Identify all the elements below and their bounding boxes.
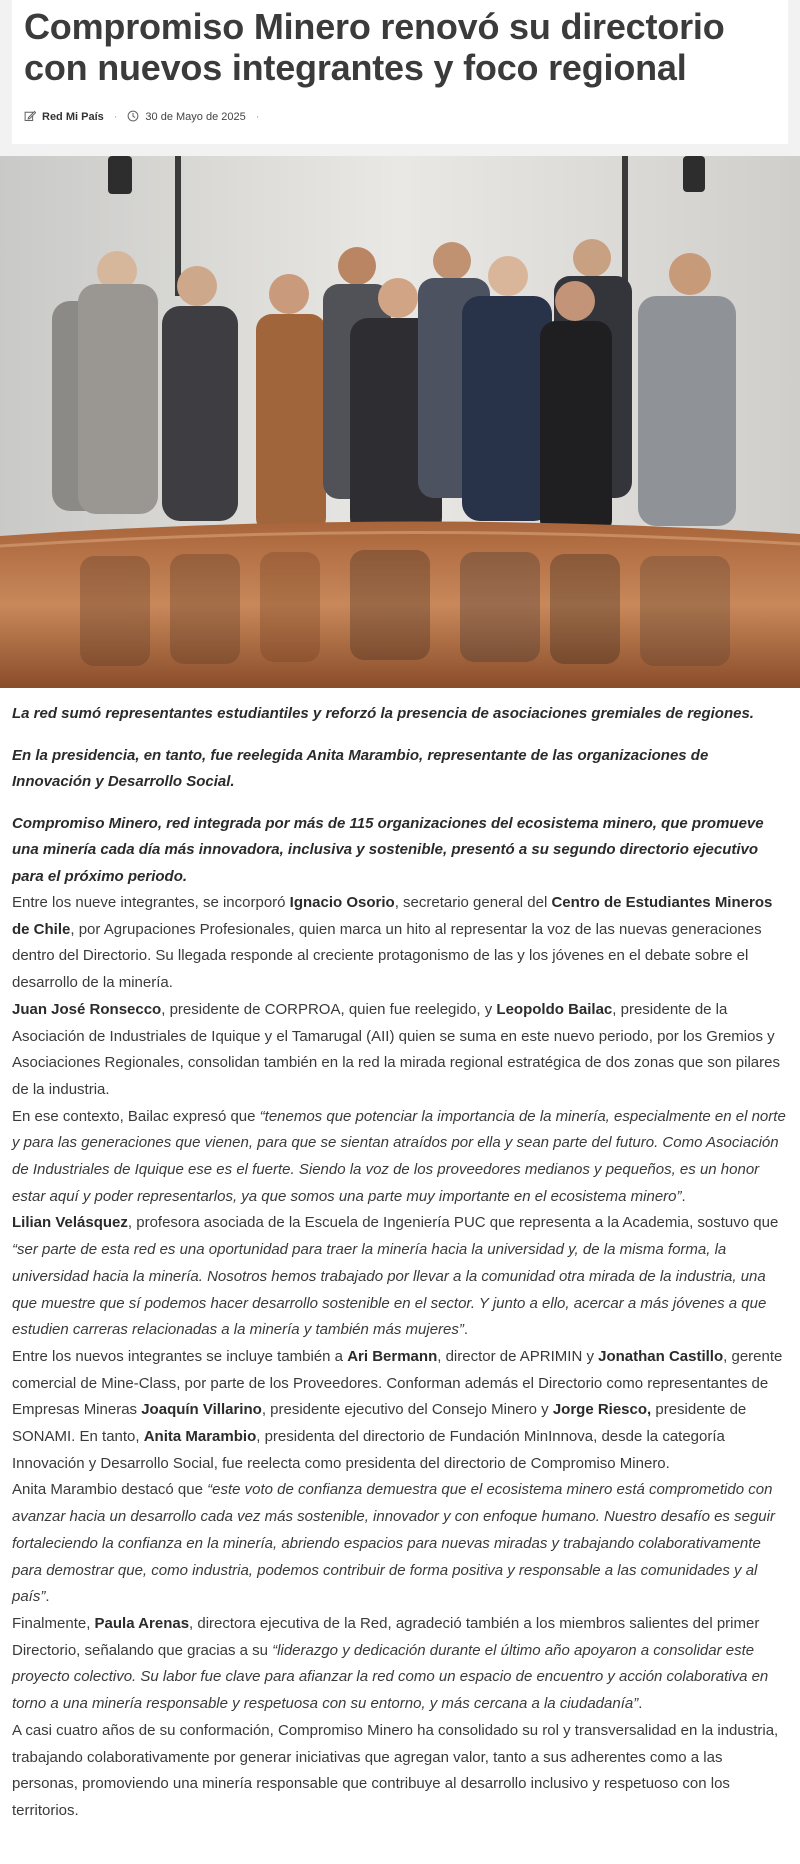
article-body — [0, 688, 800, 1864]
quote: “tenemos que potenciar la importancia de la minería, especialmente en el norte y para las generaciones que vienen, para que se sientan atraídos por ella y sean parte del futuro. Como Asociación de Industriales de Iquique ese es el fuerte. Siendo la voz de los proveedores medianos y pequeños, es un honor estar aquí y poder representarlos, ya que somos una parte muy importante en el ecosistema minero” — [12, 1107, 786, 1205]
author-link[interactable]: Red Mi País — [42, 110, 104, 123]
lead-paragraph-1: La red sumó representantes estudiantiles y reforzó la presencia de asociaciones gremiales de regiones. — [12, 705, 754, 722]
lead-paragraph-2: En la presidencia, en tanto, fue reelegida Anita Marambio, representante de las organizaciones de Innovación y Desarrollo Social. — [12, 746, 709, 790]
person-name: Ari Bermann — [347, 1347, 438, 1365]
paragraph-1: Entre los nueve integrantes, se incorporó Ignacio Osorio, secretario general del Centro de Estudiantes Mineros de Chile, por Agrupaciones Profesionales, quien marca un hito al representar la voz de las nuevas generaciones dentro del Directorio. Su llegada responde al creciente protagonismo de las y los jóvenes en el debate sobre el desarrollo de la minería. — [12, 894, 773, 992]
clock-icon — [127, 110, 139, 123]
article-meta — [24, 110, 776, 123]
paragraph-4: Lilian Velásquez, profesora asociada de la Escuela de Ingeniería PUC que representa a la Academia, sostuvo que “ser parte de esta red es una oportunidad para traer la minería hacia la universidad y, de la misma forma, la universidad hacia la minería. Nosotros hemos trabajado por llevar a la comunidad otra mirada de la industria, una que muestre que sí podemos hacer desarrollo sostenible en el sector. Y junto a ello, acercar a más jóvenes a que estudien carreras relacionadas a la minería y también más mujeres”. — [12, 1214, 779, 1339]
person-name: Ignacio Osorio — [289, 894, 395, 911]
person-name: Paula Arenas — [94, 1614, 190, 1632]
meta-separator: · — [113, 110, 118, 123]
edit-icon — [24, 110, 36, 123]
org-name: Centro de Estudiantes Mineros de Chile — [12, 894, 773, 938]
paragraph-2: Juan José Ronsecco, presidente de CORPROA, quien fue reelegido, y Leopoldo Bailac, presidente de la Asociación de Industriales de Iquique y el Tamarugal (AII) quien se suma en este nuevo periodo, por los Gremios y Asociaciones Regionales, consolidan también en la red la mirada regional estratégica de dos zonas que son pilares de la industria. — [12, 1000, 780, 1098]
person-name: Jonathan Castillo — [598, 1347, 724, 1365]
paragraph-3: En ese contexto, Bailac expresó que “tenemos que potenciar la importancia de la minería, especialmente en el norte y para las generaciones que vienen, para que se sientan atraídos por ella y sean parte del futuro. Como Asociación de Industriales de Iquique ese es el fuerte. Siendo la voz de los proveedores medianos y pequeños, es un honor estar aquí y poder representarlos, ya que somos una parte muy importante en el ecosistema minero”. — [12, 1107, 786, 1205]
person-name: Anita Marambio — [143, 1428, 257, 1446]
person-name: Leopoldo Bailac — [496, 1000, 613, 1018]
quote: “ser parte de esta red es una oportunidad para traer la minería hacia la universidad y, de la misma forma, la universidad hacia la minería. Nosotros hemos trabajado por llevar a la comunidad otra mirada de la industria, una que muestre que sí podemos hacer desarrollo sostenible en el sector. Y junto a ello, acercar a más jóvenes a que estudien carreras relacionadas a la minería y también más mujeres” — [12, 1241, 767, 1339]
article-photo — [0, 156, 800, 688]
quote: “este voto de confianza demuestra que el ecosistema minero está comprometido con avanzar hacia un desarrollo cada vez más sostenible, innovador y con enfoque humano. Nuestro desafío es seguir fortaleciendo la confianza en la minería, abriendo espacios para nuevas miradas y trabajando colaborativamente para demostrar que, como industria, podemos contribuir de forma positiva y responsable a las comunidades y al país” — [12, 1481, 775, 1606]
meta-separator-end: · — [255, 110, 260, 123]
article-header — [12, 0, 788, 144]
paragraph-8: A casi cuatro años de su conformación, Compromiso Minero ha consolidado su rol y transversalidad en la industria, trabajando colaborativamente por generar iniciativas que agregan valor, tanto a sus adherentes como a las personas, promoviendo una minería responsable que contribuye al desarrollo inclusivo y respetuoso con los territorios. — [12, 1721, 779, 1819]
quote: “liderazgo y dedicación durante el último año apoyaron a consolidar este proyecto colectivo. Su labor fue clave para afianzar la red como un espacio de encuentro y acción colaborativa en torno a una minería responsable y respetuosa con su entorno, y más cercana a la ciudadanía” — [12, 1641, 769, 1713]
paragraph-7: Finalmente, Paula Arenas, directora ejecutiva de la Red, agradeció también a los miembros salientes del primer Directorio, señalando que gracias a su “liderazgo y dedicación durante el último año apoyaron a consolidar este proyecto colectivo. Su labor fue clave para afianzar la red como un espacio de encuentro y acción colaborativa en torno a una minería responsable y respetuosa con su entorno, y más cercana a la ciudadanía”. — [12, 1614, 769, 1713]
publish-date: 30 de Mayo de 2025 — [145, 110, 246, 123]
person-name: Jorge Riesco, — [552, 1401, 652, 1419]
article-title: Compromiso Minero renovó su directorio con nuevos integrantes y foco regional — [24, 6, 725, 88]
person-name: Joaquín Villarino — [141, 1401, 262, 1419]
person-name: Juan José Ronsecco — [12, 1000, 162, 1018]
lead-paragraph-3: Compromiso Minero, red integrada por más de 115 organizaciones del ecosistema minero, que promueve una minería cada día más innovadora, inclusiva y sostenible, presentó a su segundo directorio ejecutivo para el próximo periodo. — [12, 814, 764, 885]
paragraph-6: Anita Marambio destacó que “este voto de confianza demuestra que el ecosistema minero está comprometido con avanzar hacia un desarrollo cada vez más sostenible, innovador y con enfoque humano. Nuestro desafío es seguir fortaleciendo la confianza en la minería, abriendo espacios para nuevas miradas y trabajando colaborativamente para demostrar que, como industria, podemos contribuir de forma positiva y responsable a las comunidades y al país”. — [12, 1481, 775, 1606]
person-name: Lilian Velásquez — [12, 1214, 128, 1232]
paragraph-5: Entre los nuevos integrantes se incluye también a Ari Bermann, director de APRIMIN y Jonathan Castillo, gerente comercial de Mine-Class, por parte de los Proveedores. Conforman además el Directorio como representantes de Empresas Mineras Joaquín Villarino, presidente ejecutivo del Consejo Minero y Jorge Riesco, presidente de SONAMI. En tanto, Anita Marambio, presidenta del directorio de Fundación MinInnova, desde la categoría Innovación y Desarrollo Social, fue reelecta como presidenta del directorio de Compromiso Minero. — [12, 1347, 783, 1472]
